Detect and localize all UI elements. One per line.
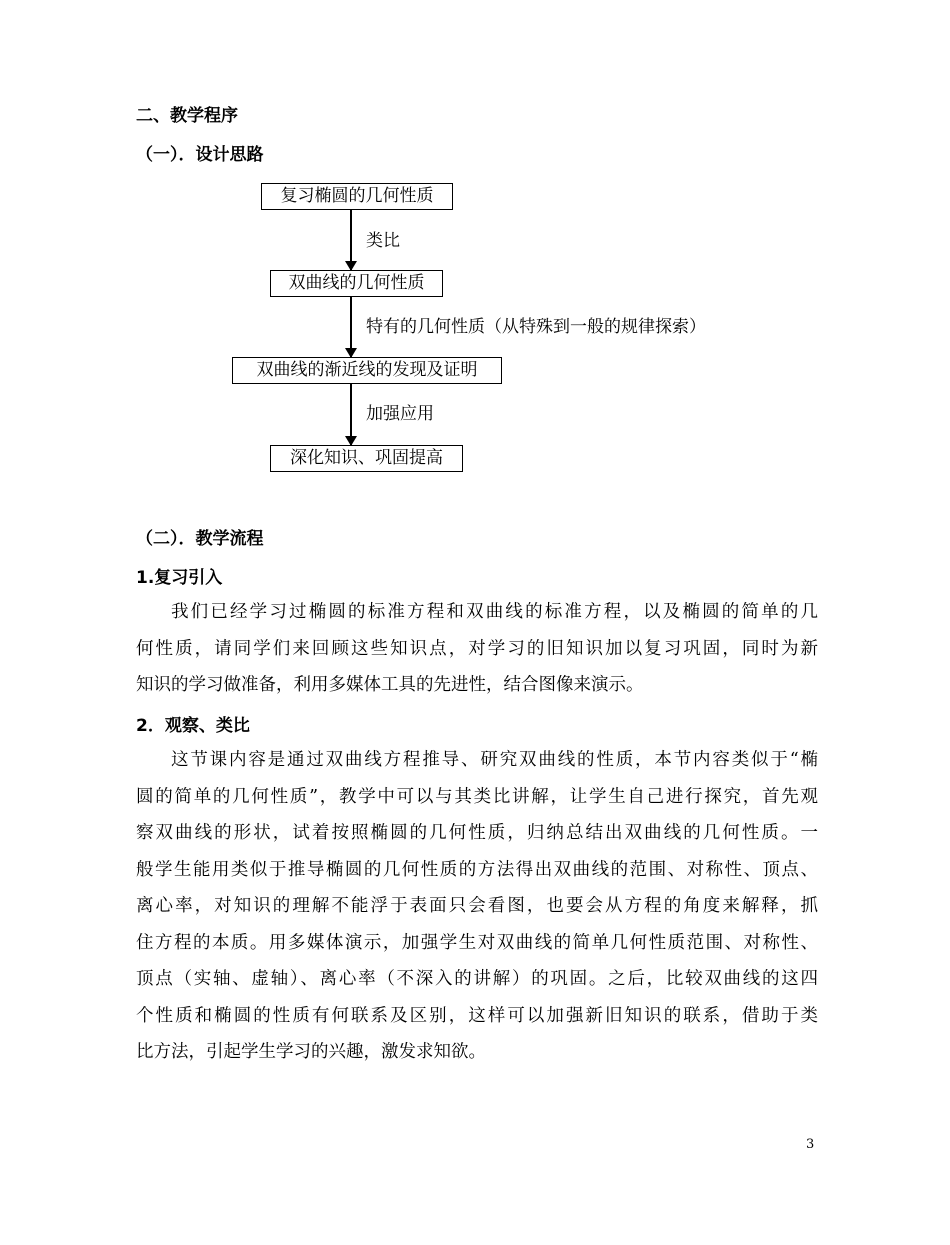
paragraph-line: 这节课内容是通过双曲线方程推导、研究双曲线的性质，本节内容类似于“椭	[171, 750, 818, 770]
item-2-paragraph	[136, 742, 818, 1071]
flowchart-step-2: 双曲线的几何性质	[270, 270, 443, 297]
flowchart-step-3: 双曲线的渐近线的发现及证明	[232, 357, 502, 384]
subsection-flow-heading: （二）．教学流程	[136, 529, 264, 549]
paragraph-line: 般学生能用类似于推导椭圆的几何性质的方法得出双曲线的范围、对称性、顶点、	[136, 859, 818, 880]
paragraph-line: 圆的简单的几何性质”，教学中可以与其类比讲解，让学生自己进行探究，首先观	[136, 786, 818, 807]
flowchart-arrow-3	[350, 384, 352, 445]
item-1-paragraph	[136, 594, 818, 704]
flowchart-step-4: 深化知识、巩固提高	[270, 445, 463, 472]
flowchart-arrow-2	[350, 297, 352, 357]
paragraph-line: 顶点（实轴、虚轴）、离心率（不深入的讲解）的巩固。之后，比较双曲线的这四	[136, 969, 818, 989]
paragraph-line: 离心率，对知识的理解不能浮于表面只会看图，也要会从方程的角度来解释，抓	[136, 896, 818, 916]
paragraph-line: 何性质，请同学们来回顾这些知识点，对学习的旧知识加以复习巩固，同时为新	[136, 638, 818, 659]
paragraph-line: 住方程的本质。用多媒体演示，加强学生对双曲线的简单几何性质范围、对称性、	[136, 932, 818, 953]
paragraph-line: 我们已经学习过椭圆的标准方程和双曲线的标准方程，以及椭圆的简单的几	[171, 602, 818, 622]
flowchart-arrow-label-3: 加强应用	[366, 404, 434, 424]
item-2-heading: 2．观察、类比	[136, 716, 250, 736]
paragraph-line: 察双曲线的形状，试着按照椭圆的几何性质，归纳总结出双曲线的几何性质。一	[136, 823, 818, 843]
paragraph-line: 知识的学习做准备，利用多媒体工具的先进性，结合图像来演示。	[136, 675, 644, 695]
paragraph-line: 个性质和椭圆的性质有何联系及区别，这样可以加强新旧知识的联系，借助于类	[136, 1005, 818, 1026]
paragraph-line: 比方法，引起学生学习的兴趣，激发求知欲。	[136, 1042, 486, 1062]
page-number: 3	[806, 1137, 815, 1152]
flowchart-arrow-label-1: 类比	[366, 231, 400, 251]
section-heading: 二、教学程序	[136, 106, 238, 126]
flowchart-arrow-1	[350, 210, 352, 270]
flowchart-arrow-label-2: 特有的几何性质（从特殊到一般的规律探索）	[366, 317, 706, 337]
flowchart-step-1: 复习椭圆的几何性质	[261, 183, 453, 210]
item-1-heading: 1.复习引入	[136, 568, 223, 588]
subsection-design-heading: （一）．设计思路	[136, 145, 264, 165]
